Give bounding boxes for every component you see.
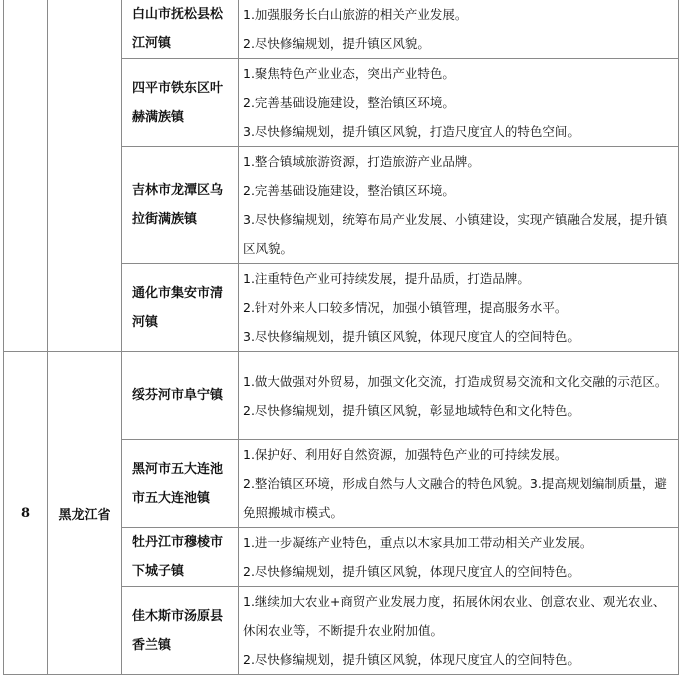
requirements-cell — [239, 147, 679, 264]
requirement-item: 1.聚焦特色产业业态，突出产业特色。 — [243, 66, 455, 81]
requirement-item: 1.整合镇域旅游资源，打造旅游产业品牌。 — [243, 154, 480, 169]
requirement-item: 1.注重特色产业可持续发展，提升品质，打造品牌。 — [243, 271, 530, 286]
requirement-item: 2.尽快修编规划，提升镇区风貌。 — [243, 36, 430, 51]
requirement-item: 2.整治镇区环境，形成自然与人文融合的特色风貌。3.提高规划编制质量，避免照搬城市模式。 — [243, 476, 667, 520]
town-name: 吉林市龙潭区乌拉街满族镇 — [122, 147, 239, 264]
town-name: 佳木斯市汤原县香兰镇 — [122, 587, 239, 675]
town-name: 通化市集安市清河镇 — [122, 264, 239, 352]
requirements-cell — [239, 0, 679, 59]
requirements-cell — [239, 440, 679, 528]
requirement-item: 3.尽快修编规划，统筹布局产业发展、小镇建设，实现产镇融合发展，提升镇区风貌。 — [243, 212, 668, 256]
town-name: 黑河市五大连池市五大连池镇 — [122, 440, 239, 528]
requirement-item: 1.做大做强对外贸易，加强文化交流，打造成贸易交流和文化交融的示范区。 — [243, 373, 668, 389]
town-name: 白山市抚松县松江河镇 — [122, 0, 239, 59]
requirement-item: 2.完善基础设施建设，整治镇区环境。 — [243, 95, 455, 110]
requirements-cell — [239, 587, 679, 675]
province-name: 黑龙江省 — [48, 352, 122, 675]
town-name: 牡丹江市穆棱市下城子镇 — [122, 528, 239, 587]
requirement-item: 1.进一步凝练产业特色，重点以木家具加工带动相关产业发展。 — [243, 535, 593, 550]
requirements-cell — [239, 528, 679, 587]
requirement-item: 2.针对外来人口较多情况，加强小镇管理，提高服务水平。 — [243, 300, 568, 315]
requirement-item: 3.尽快修编规划，提升镇区风貌，体现尺度宜人的空间特色。 — [243, 329, 580, 344]
province-cell — [48, 0, 122, 352]
requirement-item: 2.尽快修编规划，提升镇区风貌，体现尺度宜人的空间特色。 — [243, 564, 580, 579]
requirement-item: 1.保护好、利用好自然资源，加强特色产业的可持续发展。 — [243, 447, 568, 462]
requirement-item: 1.加强服务长白山旅游的相关产业发展。 — [243, 7, 468, 22]
requirements-cell — [239, 59, 679, 147]
table-row — [4, 0, 679, 59]
town-list-table — [3, 0, 679, 675]
town-name: 四平市铁东区叶赫满族镇 — [122, 59, 239, 147]
requirement-item: 1.继续加大农业+商贸产业发展力度，拓展休闲农业、创意农业、观光农业、休闲农业等，不断提升农业附加值。 — [243, 594, 666, 638]
requirement-item: 3.尽快修编规划，提升镇区风貌，打造尺度宜人的特色空间。 — [243, 124, 580, 139]
town-name: 绥芬河市阜宁镇 — [122, 352, 239, 440]
requirement-item: 2.尽快修编规划，提升镇区风貌，体现尺度宜人的空间特色。 — [243, 652, 580, 667]
requirement-item: 2.尽快修编规划，提升镇区风貌，彰显地域特色和文化特色。 — [243, 402, 580, 418]
number-cell — [4, 0, 48, 352]
requirements-cell — [239, 352, 679, 440]
table-row — [4, 352, 679, 440]
requirement-item: 2.完善基础设施建设，整治镇区环境。 — [243, 183, 455, 198]
row-number: 8 — [4, 352, 48, 675]
requirements-cell — [239, 264, 679, 352]
